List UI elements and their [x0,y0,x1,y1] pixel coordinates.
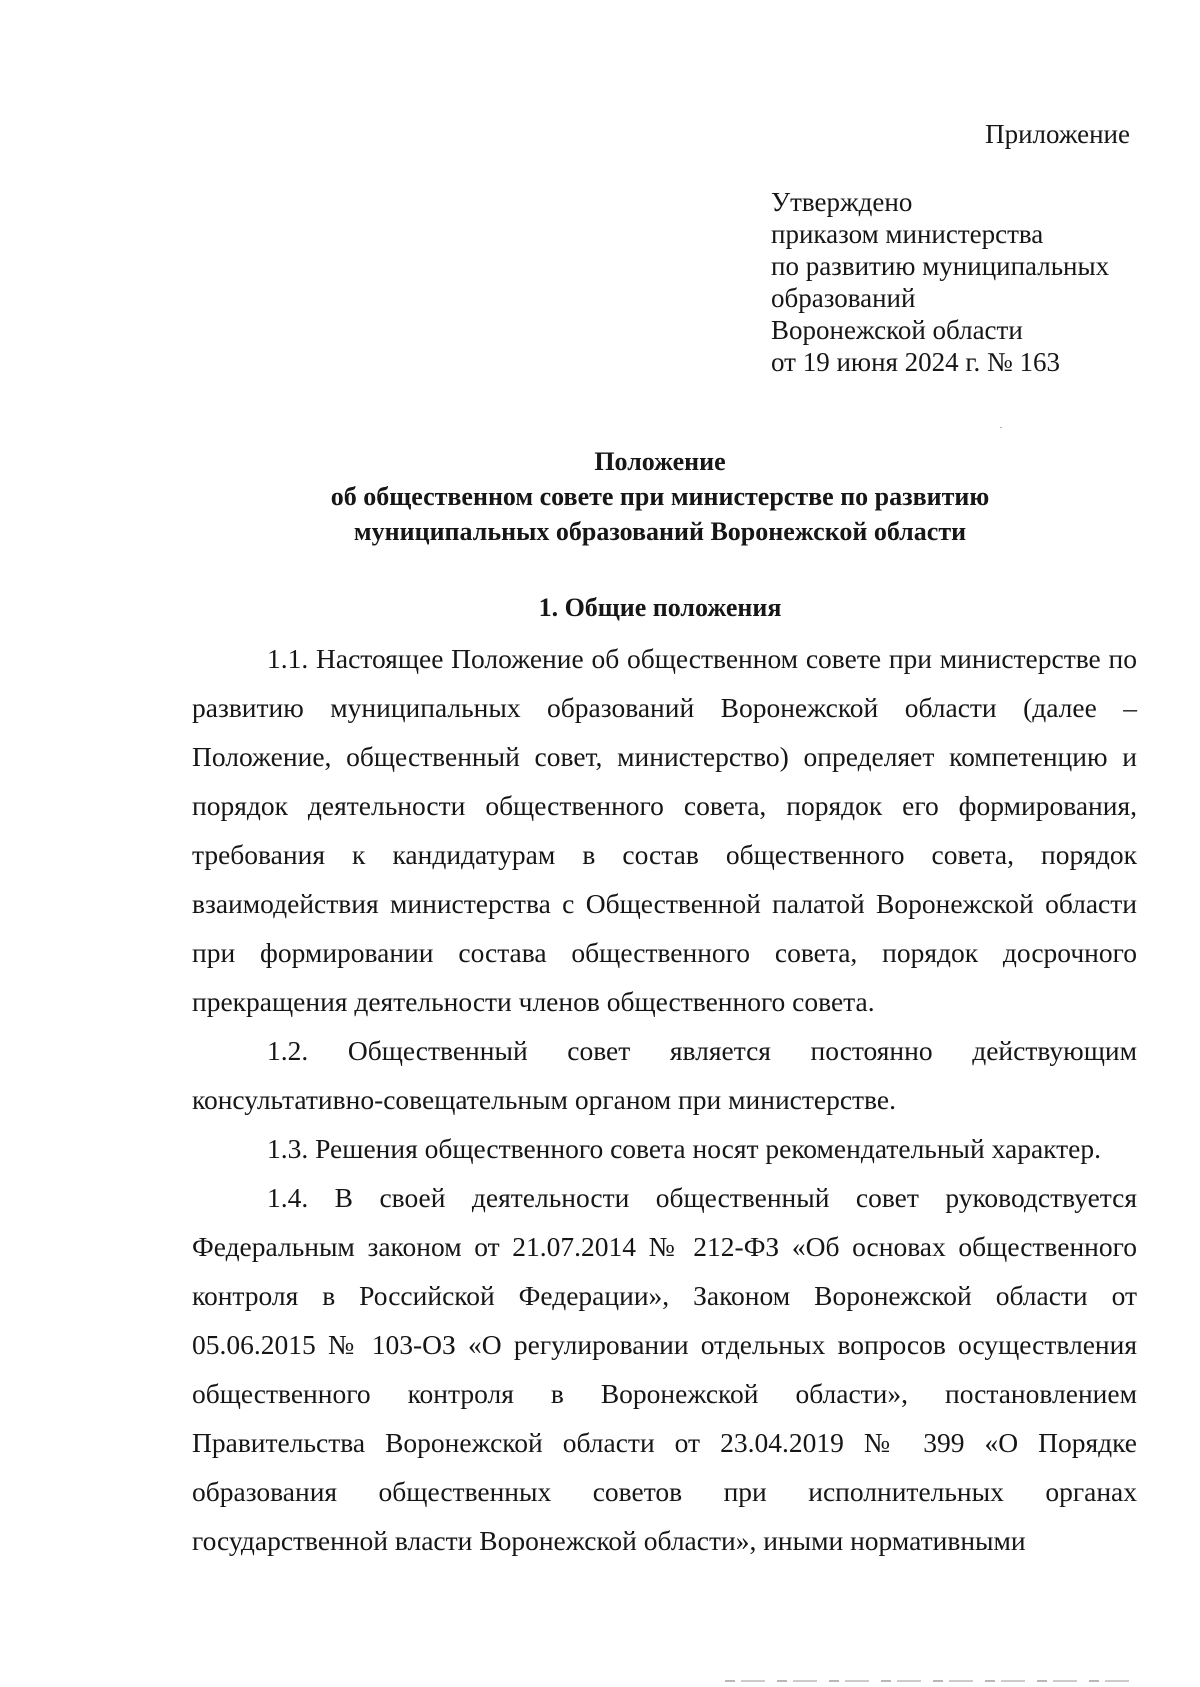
approval-line: Воронежской области [771,315,1023,345]
title-line: об общественном совете при министерстве по развитию [330,482,990,511]
paragraph-1-1: 1.1. Настоящее Положение об общественном совете при министерстве по развитию муниципальных образований Воронежской области (далее – Положение, общественный совет, министерство) определяет компетенцию и порядок деятельности общественного совета, порядок его формирования, требования к кандидатурам в состав общественного совета, порядок взаимодействия министерства с Общественной палатой Воронежской области при формировании состава общественного совета, порядок досрочного прекращения деятельности членов общественного совета. [192,643,1137,1017]
approval-line: приказом министерства [771,219,1044,249]
approval-line: по развитию муниципальных [771,251,1110,281]
scan-artifact [725,1680,1135,1682]
paragraph-1-4: 1.4. В своей деятельности общественный совет руководствуется Федеральным законом от 21.07.2014 № 212-ФЗ «Об основах общественного контроля в Российской Федерации», Законом Воронежской области от 05.06.2015 № 103-ОЗ «О регулировании отдельных вопросов осуществления общественного контроля в Воронежской области», постановлением Правительства Воронежской области от 23.04.2019 № 399 «О Порядке образования общественных советов при исполнительных органах государственной власти Воронежской области», иными нормативными [192,1182,1137,1556]
scan-artifact [1000,427,1002,428]
document-title [180,444,1140,549]
appendix-label: Приложение [985,119,1130,149]
section-heading: 1. Общие положения [538,593,782,622]
approval-stamp-block [771,186,1109,378]
approval-line: образований [771,283,916,313]
paragraph-1-2: 1.2. Общественный совет является постоянно действующим консультативно-совещательным органом при министерстве. [192,1035,1137,1115]
document-body [192,634,1137,1565]
title-line: муниципальных образований Воронежской области [353,517,967,546]
approval-line: от 19 июня 2024 г. № 163 [771,347,1060,377]
paragraph-1-3: 1.3. Решения общественного совета носят рекомендательный характер. [267,1133,1102,1164]
title-line: Положение [594,447,726,476]
approval-line: Утверждено [771,187,913,217]
